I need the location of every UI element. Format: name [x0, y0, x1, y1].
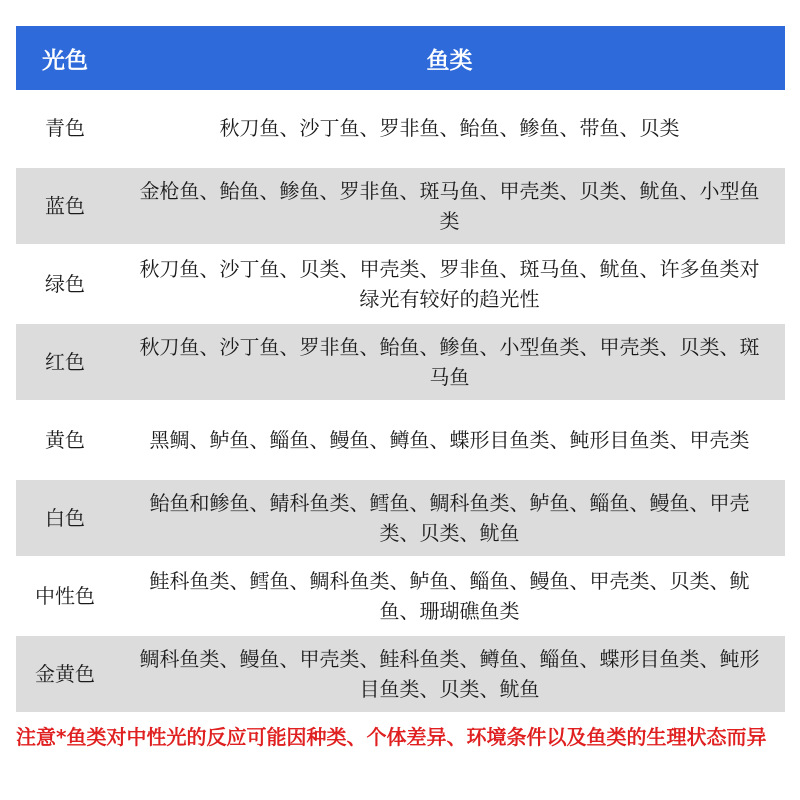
light-color-cell: 青色 — [45, 116, 85, 140]
table-row — [16, 168, 785, 246]
fish-list-text: 黑鲷、鲈鱼、鲻鱼、鳗鱼、鳟鱼、蝶形目鱼类、鲀形目鱼类、甲壳类 — [149, 428, 750, 452]
header-light-color: 光色 — [42, 47, 88, 74]
fish-list-cell — [114, 246, 785, 322]
fish-list-text: 秋刀鱼、沙丁鱼、贝类、甲壳类、罗非鱼、斑马鱼、鱿鱼、许多鱼类对绿光有较好的趋光性 — [139, 257, 760, 311]
light-color-cell: 金黄色 — [35, 662, 95, 686]
table-row — [16, 636, 785, 714]
header-fish-type: 鱼类 — [426, 47, 473, 74]
table-row — [16, 90, 785, 168]
fish-list-cell — [114, 90, 785, 166]
fish-list-cell — [114, 480, 785, 556]
footnote: 注意*鱼类对中性光的反应可能因种类、个体差异、环境条件以及鱼类的生理状态而异 — [16, 725, 767, 749]
table-row — [16, 558, 785, 636]
fish-list-cell — [114, 168, 785, 244]
table-row — [16, 402, 785, 480]
fish-list-text: 秋刀鱼、沙丁鱼、罗非鱼、鲐鱼、鲹鱼、带鱼、贝类 — [219, 116, 680, 140]
fish-list-text: 金枪鱼、鲐鱼、鲹鱼、罗非鱼、斑马鱼、甲壳类、贝类、鱿鱼、小型鱼类 — [139, 179, 760, 233]
fish-list-cell — [114, 636, 785, 712]
light-color-cell: 黄色 — [45, 428, 85, 452]
fish-list-cell — [114, 558, 785, 634]
table-row — [16, 480, 785, 558]
table-row — [16, 246, 785, 324]
light-color-cell: 中性色 — [35, 584, 95, 608]
table-row — [16, 324, 785, 402]
light-color-cell: 蓝色 — [45, 194, 85, 218]
fish-list-text: 鲑科鱼类、鳕鱼、鲷科鱼类、鲈鱼、鲻鱼、鳗鱼、甲壳类、贝类、鱿鱼、珊瑚礁鱼类 — [149, 569, 750, 623]
light-color-cell: 绿色 — [45, 272, 85, 296]
light-color-cell: 红色 — [45, 350, 85, 374]
table-header — [16, 26, 785, 90]
fish-list-cell — [114, 402, 785, 478]
fish-list-text: 秋刀鱼、沙丁鱼、罗非鱼、鲐鱼、鲹鱼、小型鱼类、甲壳类、贝类、斑马鱼 — [139, 335, 760, 389]
fish-list-text: 鲐鱼和鲹鱼、鲭科鱼类、鳕鱼、鲷科鱼类、鲈鱼、鲻鱼、鳗鱼、甲壳类、贝类、鱿鱼 — [149, 491, 750, 545]
fish-list-text: 鲷科鱼类、鳗鱼、甲壳类、鲑科鱼类、鳟鱼、鲻鱼、蝶形目鱼类、鲀形目鱼类、贝类、鱿鱼 — [139, 647, 760, 701]
light-color-cell: 白色 — [45, 506, 85, 530]
light-fish-table — [16, 26, 785, 714]
fish-list-cell — [114, 324, 785, 400]
